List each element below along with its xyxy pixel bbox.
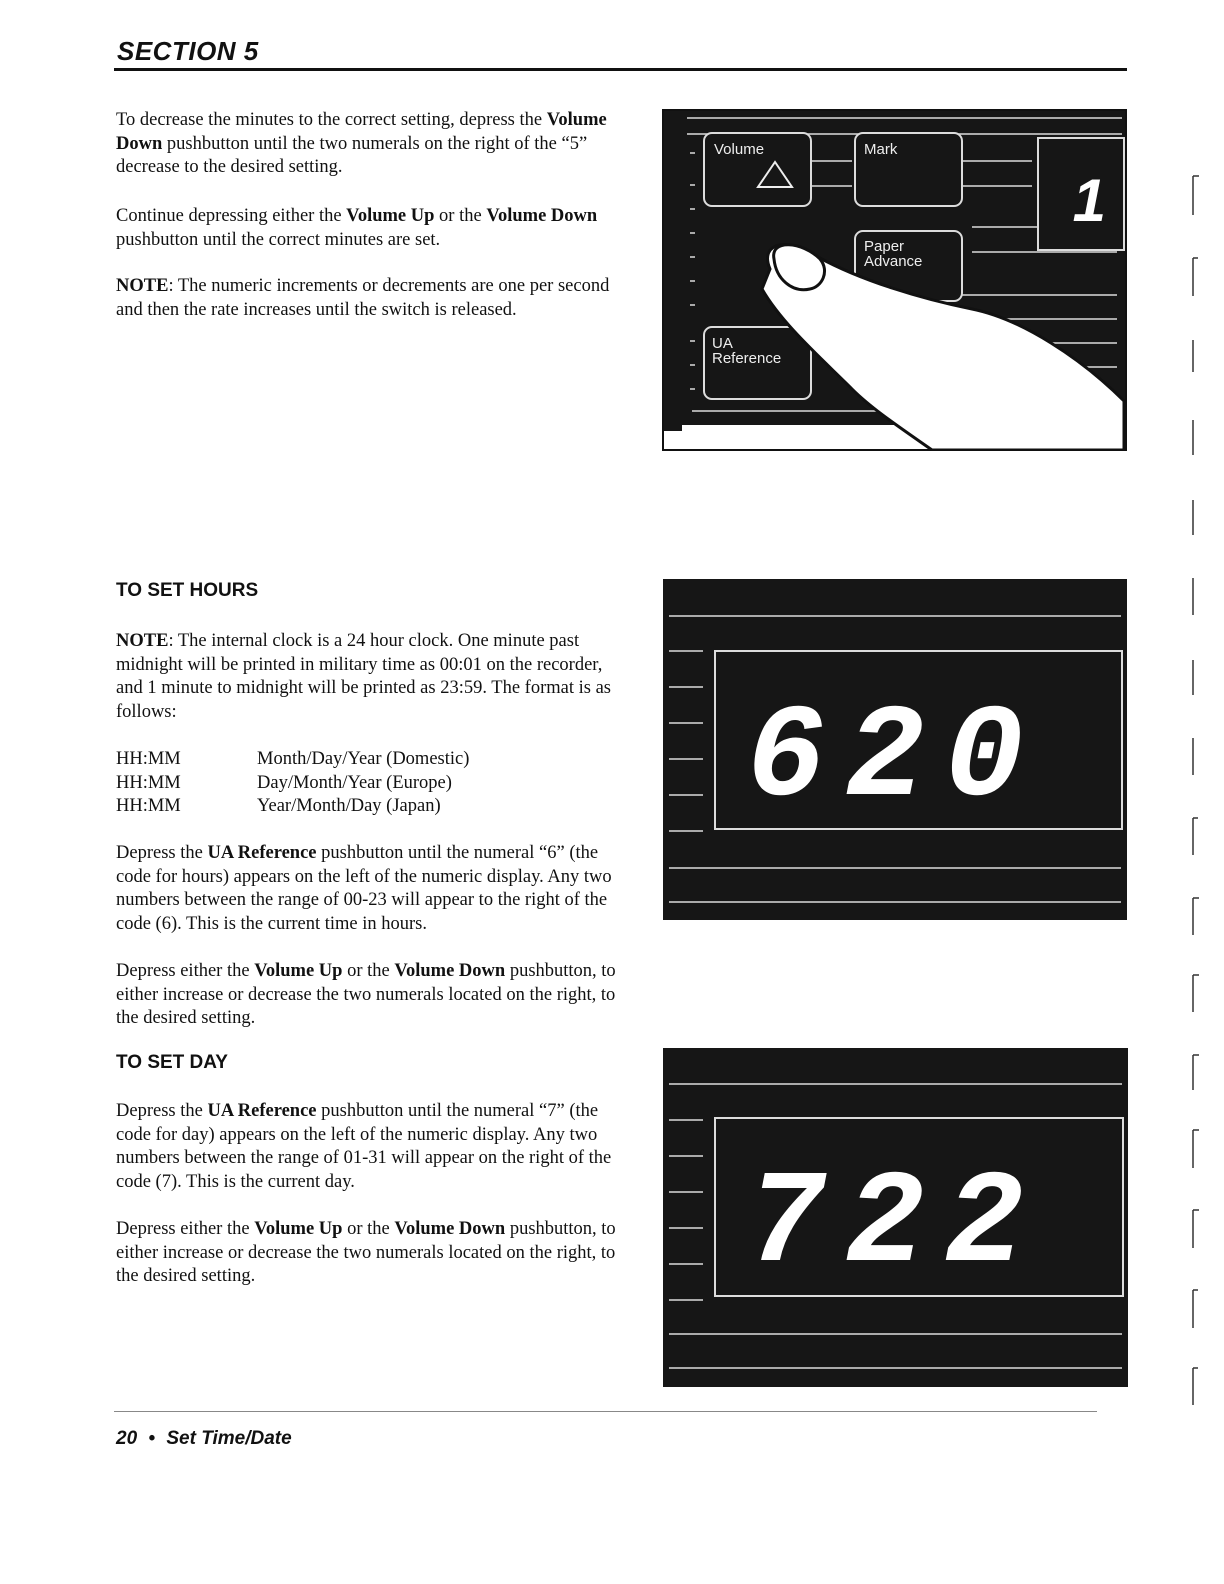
day-paragraph-2: Depress either the Volume Up or the Volume Down pushbutton, to either increase or decrease the two numerals located on the right, to the desired setting. xyxy=(116,1219,616,1286)
intro-note: NOTE: The numeric increments or decrements are one per second and then the rate increases until the switch is released. xyxy=(116,276,610,320)
footer-title: Set Time/Date xyxy=(166,1428,292,1449)
format-row: HH:MM Year/Month/Day (Japan) xyxy=(116,796,441,816)
format-row: HH:MM Day/Month/Year (Europe) xyxy=(116,772,452,793)
keypad-illustration xyxy=(662,109,1127,451)
keypad-svg xyxy=(662,109,1127,451)
intro-paragraph-1: To decrease the minutes to the correct setting, depress the Volume Down pushbutton until the two numerals on the right of the “5” decrease to the desired setting. xyxy=(116,110,607,177)
hours-paragraph-2: Depress either the Volume Up or the Volume Down pushbutton, to either increase or decrease the two numerals located on the right, to the desired setting. xyxy=(116,961,616,1028)
day-display-figure xyxy=(663,1048,1128,1387)
paper-label: Paper xyxy=(864,238,905,255)
reference-label: Reference xyxy=(712,350,782,367)
section-heading: SECTION 5 xyxy=(117,36,259,66)
hours-lcd-digits: 620 xyxy=(746,684,1044,834)
day-heading: TO SET DAY xyxy=(116,1052,228,1073)
scan-margin-marks xyxy=(1175,0,1215,1584)
footer-bullet: • xyxy=(148,1428,156,1449)
ua-label: UA xyxy=(712,335,733,352)
hours-note: NOTE: The internal clock is a 24 hour clock. One minute past midnight will be printed in military time as 00:01 on the recorder, and 1 minute to midnight will be printed as 23:59. The format is as follows: xyxy=(116,631,611,722)
day-lcd-digits: 722 xyxy=(746,1150,1044,1300)
hours-heading: TO SET HOURS xyxy=(116,580,259,601)
hours-paragraph-1: Depress the UA Reference pushbutton until the numeral “6” (the code for hours) appears on the left of the numeric display. Any two numbers between the range of 00-23 will appear to the right of the code (6). This is the current time in hours. xyxy=(116,843,612,934)
day-paragraph-1: Depress the UA Reference pushbutton until the numeral “7” (the code for day) appears on the left of the numeric display. Any two numbers between the range of 01-31 will appear on the right of the code (7). This is the current day. xyxy=(116,1101,612,1192)
page-footer xyxy=(116,1428,292,1450)
format-list xyxy=(116,748,469,819)
footer-rule xyxy=(114,1411,1097,1412)
mark-label: Mark xyxy=(864,141,898,158)
page-number: 20 xyxy=(116,1428,138,1449)
hours-display-svg xyxy=(663,579,1127,920)
intro-paragraph-2: Continue depressing either the Volume Up or the Volume Down pushbutton until the correct minutes are set. xyxy=(116,206,598,250)
hours-display-figure xyxy=(663,579,1127,920)
volume-label: Volume xyxy=(714,141,765,158)
advance-label: Advance xyxy=(864,253,923,270)
day-display-svg xyxy=(663,1048,1128,1387)
mini-display-digit: 1 xyxy=(1072,167,1106,234)
format-row: HH:MM Month/Day/Year (Domestic) xyxy=(116,749,470,769)
header-rule xyxy=(114,68,1127,71)
